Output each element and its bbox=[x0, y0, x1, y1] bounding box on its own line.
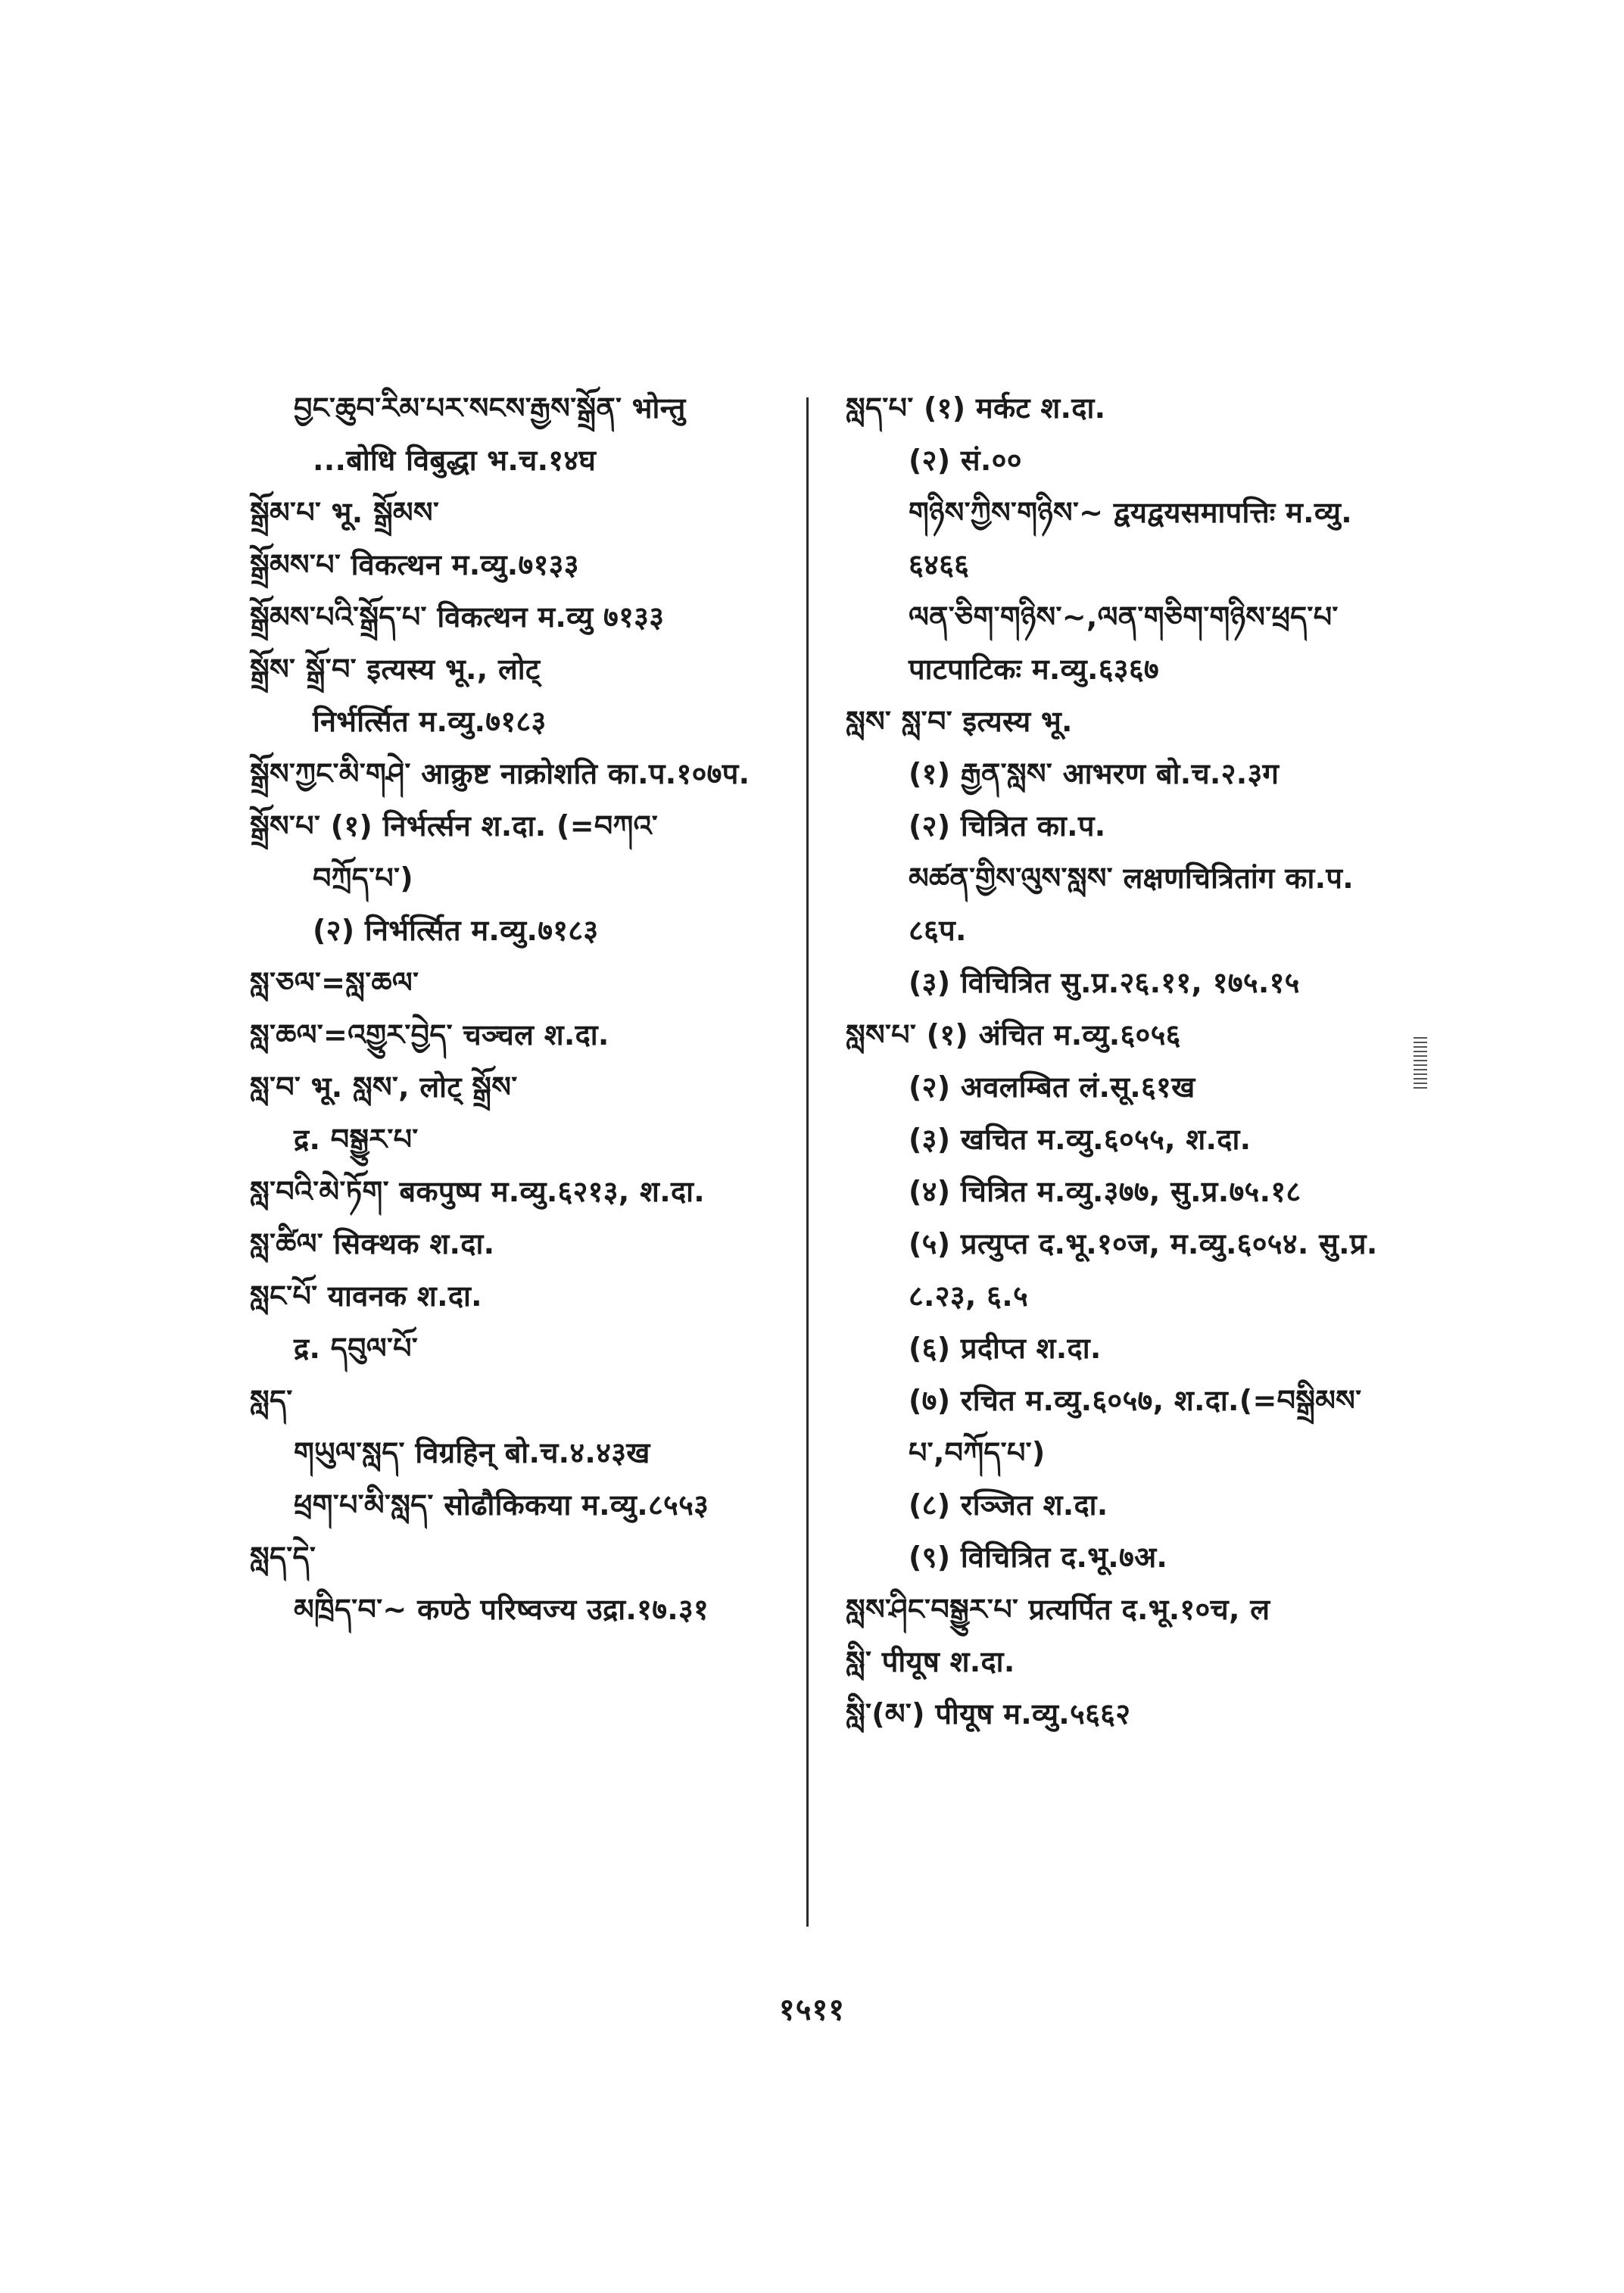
dictionary-line: པ་,བཀོད་པ་) bbox=[909, 1436, 1046, 1469]
dictionary-line: (३) खचित म.व्यु.६०५५, श.दा. bbox=[909, 1123, 1252, 1156]
dictionary-line: སླད་ bbox=[250, 1384, 293, 1417]
dictionary-line: སྒྲོས་པ་ (१) निर्भर्त्सन श.दा. (=བཀའ་ bbox=[250, 809, 659, 843]
dictionary-line: སླི་ पीयूष श.दा. bbox=[846, 1645, 1015, 1678]
dictionary-line: (७) रचित म.व्यु.६०५७, श.दा.(=བསྒྲིམས་ bbox=[909, 1384, 1362, 1417]
dictionary-line: (२) निर्भर्त्सित म.व्यु.७१८३ bbox=[313, 914, 599, 947]
dictionary-line: (९) विचित्रित द.भू.७अ. bbox=[909, 1541, 1168, 1574]
dictionary-line: སྒྲོམས་པའི་སྒྲོད་པ་ विकत्थन म.व्यु ७१३३ bbox=[250, 600, 665, 634]
dictionary-line: ...बोधि विबुद्धा भ.च.१४घ bbox=[313, 444, 597, 477]
dictionary-line: द्र. དབུལ་པོ་ bbox=[294, 1332, 419, 1365]
dictionary-line: ལན་ཅིག་གཉིས་~,ལན་གཅིག་གཉིས་ཕྲད་པ་ bbox=[909, 600, 1339, 634]
right-column bbox=[837, 382, 1412, 1740]
dictionary-line: (५) प्रत्युप्त द.भू.१०ज, म.व्यु.६०५४. सु.प्र. bbox=[909, 1227, 1378, 1260]
page-number: १५११ bbox=[778, 1992, 846, 2027]
dictionary-line: (१) རྒྱན་སླས་ आभरण बो.च.२.३ग bbox=[909, 757, 1280, 790]
dictionary-line: (२) अवलम्बित लं.सू.६१ख bbox=[909, 1070, 1195, 1104]
dictionary-line: ८.२३, ६.५ bbox=[909, 1279, 1029, 1313]
dictionary-line: གཉིས་ཀྱིས་གཉིས་~ द्वयद्वयसमापत्तिः म.व्यु. bbox=[909, 496, 1352, 529]
dictionary-line: སླད་དེ་ bbox=[250, 1541, 316, 1574]
dictionary-line: (२) चित्रित का.प. bbox=[909, 809, 1106, 843]
dictionary-line: སླད་པ་ (१) मर्कट श.दा. bbox=[846, 391, 1106, 425]
dictionary-line: བྱང་ཆུབ་རིམ་པར་སངས་རྒྱས་སྒྲོན་ भोन्तु bbox=[294, 391, 686, 425]
column-divider bbox=[806, 397, 809, 1927]
dictionary-line: སླས་ སླ་བ་ इत्यस्य भू. bbox=[846, 705, 1073, 738]
dictionary-line: སླ་ཚིལ་ सिक्थक श.दा. bbox=[250, 1227, 495, 1260]
dictionary-line: སླི་(མ་) पीयूष म.व्यु.५६६२ bbox=[846, 1697, 1131, 1731]
dictionary-line: སླ་བའི་མེ་ཏོག་ बकपुष्प म.व्यु.६२१३, श.दा. bbox=[250, 1175, 705, 1208]
dictionary-line: द्र. བསྒྱུར་པ་ bbox=[294, 1123, 419, 1156]
dictionary-line: ८६प. bbox=[909, 914, 967, 947]
dictionary-line: སྒྲོས་ཀྱང་མི་གཤེ་ आक्रुष्ट नाक्रोशति का.प.१०७प. bbox=[250, 757, 750, 790]
dictionary-line: མཁྲིད་བ་~ कण्ठे परिष्वज्य उद्रा.१७.३१ bbox=[294, 1593, 709, 1626]
dictionary-line: སླང་པོ་ यावनक श.दा. bbox=[250, 1279, 482, 1313]
dictionary-line: བཀྲོད་པ་) bbox=[313, 861, 413, 895]
dictionary-line: སྒྲོས་ སྒྲོ་བ་ इत्यस्य भू., लोट् bbox=[250, 653, 541, 686]
dictionary-line: སླ་བ་ भू. སླས་, लोट् སྒྲོས་ bbox=[250, 1070, 518, 1104]
dictionary-line: निर्भर्त्सित म.व्यु.७१८३ bbox=[313, 705, 547, 738]
dictionary-line: གཡུལ་སླད་ विग्रहिन् बो.च.४.४३ख bbox=[294, 1436, 650, 1469]
dictionary-line: སྒྲོམ་པ་ भू. སྒྲོམས་ bbox=[250, 496, 440, 529]
dictionary-line: སླ་ཅལ་=སླ་ཆལ་ bbox=[250, 966, 419, 999]
margin-mark bbox=[1414, 1037, 1427, 1090]
left-column bbox=[241, 382, 816, 1636]
dictionary-line: ६४६६ bbox=[909, 548, 970, 581]
dictionary-line: पाटपाटिकः म.व्यु.६३६७ bbox=[909, 653, 1159, 686]
dictionary-line: མཚན་གྱིས་ལུས་སླས་ लक्षणचित्रितांग का.प. bbox=[909, 861, 1354, 895]
dictionary-line: སླ་ཆལ་=འགྱུར་བྱེད་ चञ्चल श.दा. bbox=[250, 1018, 609, 1051]
dictionary-line: སྒྲོམས་པ་ विकत्थन म.व्यु.७१३३ bbox=[250, 548, 579, 581]
dictionary-line: (२) सं.०० bbox=[909, 444, 1022, 477]
dictionary-line: (३) विचित्रित सु.प्र.२६.११, १७५.१५ bbox=[909, 966, 1300, 999]
dictionary-line: (४) चित्रित म.व्यु.३७७, सु.प्र.७५.१८ bbox=[909, 1175, 1301, 1208]
dictionary-line: སླས་པ་ (१) अंचित म.व्यु.६०५६ bbox=[846, 1018, 1181, 1051]
dictionary-line: (६) प्रदीप्त श.दा. bbox=[909, 1332, 1102, 1365]
dictionary-line: སླས་ཤིང་བསྒྱུར་པ་ प्रत्यर्पित द.भू.१०च, ल bbox=[846, 1593, 1270, 1626]
dictionary-line: (८) रञ्जित श.दा. bbox=[909, 1488, 1108, 1522]
dictionary-line: ཕྲག་པ་མི་སླད་ सोढौकिकया म.व्यु.८५५३ bbox=[294, 1488, 709, 1522]
